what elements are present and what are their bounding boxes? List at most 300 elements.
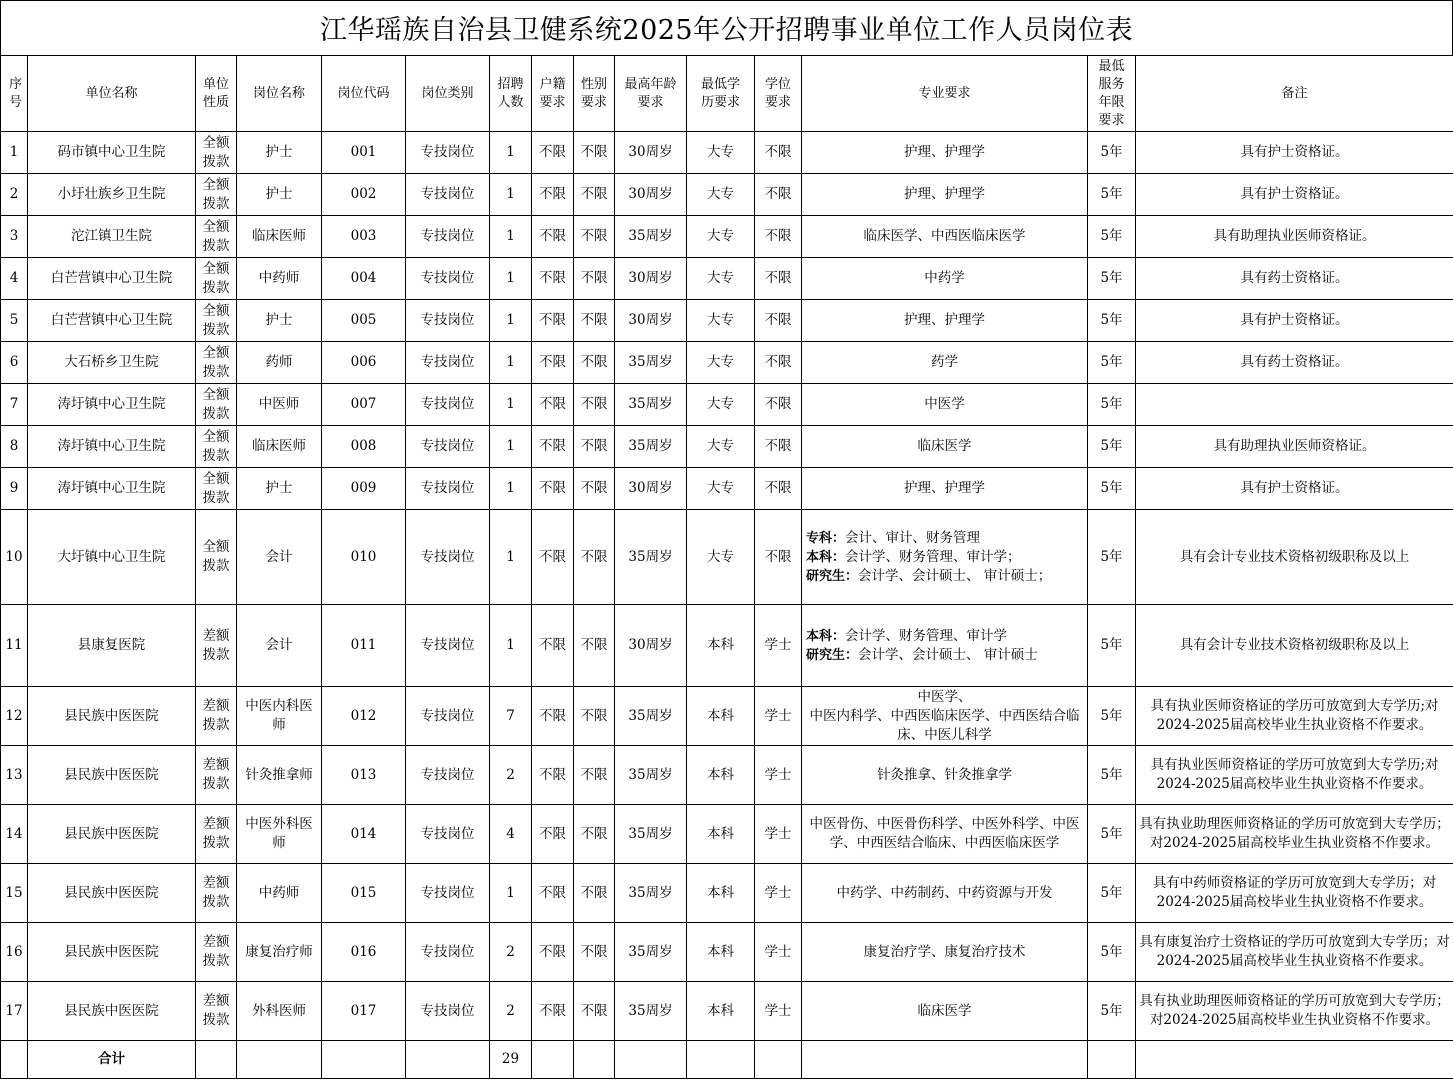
cell-gender: 不限 <box>574 746 615 805</box>
cell-gender: 不限 <box>574 923 615 982</box>
major-value: 会计学、财务管理、审计学 <box>845 627 1008 644</box>
cell-seq: 2 <box>1 174 28 216</box>
cell-education: 本科 <box>687 746 755 805</box>
cell-category: 专技岗位 <box>406 384 490 426</box>
cell-degree: 学士 <box>755 982 802 1041</box>
cell-count: 1 <box>490 132 532 174</box>
cell-unit: 县民族中医医院 <box>28 805 196 864</box>
cell-hukou: 不限 <box>532 342 574 384</box>
cell-gender: 不限 <box>574 864 615 923</box>
cell-category: 专技岗位 <box>406 300 490 342</box>
table-row <box>1 132 1453 174</box>
cell-major: 药学 <box>802 342 1088 384</box>
cell-hukou: 不限 <box>532 864 574 923</box>
cell-unit: 大石桥乡卫生院 <box>28 342 196 384</box>
cell-post-code: 002 <box>322 174 406 216</box>
cell-post-code: 011 <box>322 605 406 687</box>
cell-age: 35周岁 <box>615 864 687 923</box>
cell-nature: 全额拨款 <box>196 384 237 426</box>
cell-major: 针灸推拿、针灸推拿学 <box>802 746 1088 805</box>
cell-post-name: 护士 <box>237 132 322 174</box>
cell-nature: 全额拨款 <box>196 342 237 384</box>
cell-unit: 沱江镇卫生院 <box>28 216 196 258</box>
cell-seq: 16 <box>1 923 28 982</box>
cell-gender: 不限 <box>574 510 615 605</box>
total-label: 合计 <box>28 1041 196 1079</box>
cell-category: 专技岗位 <box>406 258 490 300</box>
cell-age: 35周岁 <box>615 746 687 805</box>
cell-gender: 不限 <box>574 605 615 687</box>
cell-unit: 涛圩镇中心卫生院 <box>28 468 196 510</box>
cell-post-name: 中医师 <box>237 384 322 426</box>
header-nature: 单位性质 <box>196 56 237 132</box>
cell-degree: 不限 <box>755 258 802 300</box>
cell-post-name: 会计 <box>237 605 322 687</box>
cell-post-code: 004 <box>322 258 406 300</box>
cell-education: 本科 <box>687 805 755 864</box>
total-row <box>1 1041 1453 1079</box>
total-spacer <box>196 1041 237 1079</box>
cell-unit: 县民族中医医院 <box>28 982 196 1041</box>
cell-count: 2 <box>490 923 532 982</box>
cell-education: 大专 <box>687 132 755 174</box>
table-row <box>1 746 1453 805</box>
cell-nature: 全额拨款 <box>196 258 237 300</box>
cell-post-code: 013 <box>322 746 406 805</box>
cell-seq: 5 <box>1 300 28 342</box>
cell-remark: 具有药士资格证。 <box>1136 258 1453 300</box>
cell-count: 2 <box>490 746 532 805</box>
cell-unit: 大圩镇中心卫生院 <box>28 510 196 605</box>
total-spacer <box>1088 1041 1136 1079</box>
total-spacer <box>1 1041 28 1079</box>
major-label: 专科： <box>806 530 846 546</box>
header-post-name: 岗位名称 <box>237 56 322 132</box>
header-post-code: 岗位代码 <box>322 56 406 132</box>
cell-degree: 不限 <box>755 426 802 468</box>
table-row <box>1 300 1453 342</box>
cell-post-code: 008 <box>322 426 406 468</box>
cell-post-name: 临床医师 <box>237 216 322 258</box>
cell-degree: 不限 <box>755 342 802 384</box>
cell-post-code: 010 <box>322 510 406 605</box>
table-row <box>1 174 1453 216</box>
cell-gender: 不限 <box>574 687 615 746</box>
cell-count: 7 <box>490 687 532 746</box>
table-row <box>1 384 1453 426</box>
cell-remark: 具有执业助理医师资格证的学历可放宽到大专学历；对2024-2025届高校毕业生执业资格不作要求。 <box>1136 982 1453 1041</box>
cell-remark: 具有会计专业技术资格初级职称及以上 <box>1136 510 1453 605</box>
recruitment-table <box>0 55 1453 1079</box>
cell-count: 1 <box>490 216 532 258</box>
cell-major: 护理、护理学 <box>802 132 1088 174</box>
cell-post-name: 会计 <box>237 510 322 605</box>
cell-hukou: 不限 <box>532 605 574 687</box>
cell-degree: 学士 <box>755 864 802 923</box>
cell-service: 5年 <box>1088 216 1136 258</box>
total-spacer <box>237 1041 322 1079</box>
table-row <box>1 864 1453 923</box>
cell-remark: 具有执业医师资格证的学历可放宽到大专学历;对2024-2025届高校毕业生执业资格不作要求。 <box>1136 687 1453 746</box>
cell-nature: 全额拨款 <box>196 468 237 510</box>
cell-remark: 具有护士资格证。 <box>1136 132 1453 174</box>
cell-hukou: 不限 <box>532 300 574 342</box>
cell-age: 35周岁 <box>615 805 687 864</box>
major-label: 本科： <box>806 549 846 565</box>
cell-category: 专技岗位 <box>406 923 490 982</box>
cell-education: 大专 <box>687 258 755 300</box>
cell-post-code: 016 <box>322 923 406 982</box>
table-row <box>1 216 1453 258</box>
cell-age: 35周岁 <box>615 426 687 468</box>
header-age: 最高年龄要求 <box>615 56 687 132</box>
cell-category: 专技岗位 <box>406 864 490 923</box>
header-service: 最低服务年限要求 <box>1088 56 1136 132</box>
table-row <box>1 982 1453 1041</box>
cell-gender: 不限 <box>574 805 615 864</box>
cell-age: 35周岁 <box>615 510 687 605</box>
cell-category: 专技岗位 <box>406 174 490 216</box>
cell-education: 本科 <box>687 864 755 923</box>
cell-service: 5年 <box>1088 342 1136 384</box>
cell-service: 5年 <box>1088 384 1136 426</box>
cell-category: 专技岗位 <box>406 982 490 1041</box>
table-row <box>1 805 1453 864</box>
cell-education: 大专 <box>687 342 755 384</box>
cell-post-code: 003 <box>322 216 406 258</box>
table-row <box>1 342 1453 384</box>
cell-remark <box>1136 384 1453 426</box>
cell-nature: 差额拨款 <box>196 687 237 746</box>
cell-unit: 县康复医院 <box>28 605 196 687</box>
cell-seq: 12 <box>1 687 28 746</box>
cell-seq: 1 <box>1 132 28 174</box>
cell-category: 专技岗位 <box>406 805 490 864</box>
table-body-special <box>1 510 1453 687</box>
cell-count: 4 <box>490 805 532 864</box>
cell-nature: 差额拨款 <box>196 746 237 805</box>
cell-nature: 全额拨款 <box>196 426 237 468</box>
cell-category: 专技岗位 <box>406 510 490 605</box>
total-spacer <box>687 1041 755 1079</box>
cell-post-code: 009 <box>322 468 406 510</box>
cell-count: 1 <box>490 174 532 216</box>
cell-degree: 不限 <box>755 174 802 216</box>
cell-hukou: 不限 <box>532 216 574 258</box>
cell-unit: 县民族中医医院 <box>28 864 196 923</box>
cell-service: 5年 <box>1088 258 1136 300</box>
cell-major: 护理、护理学 <box>802 174 1088 216</box>
cell-post-name: 外科医师 <box>237 982 322 1041</box>
cell-category: 专技岗位 <box>406 216 490 258</box>
cell-category: 专技岗位 <box>406 746 490 805</box>
cell-post-code: 007 <box>322 384 406 426</box>
cell-hukou: 不限 <box>532 510 574 605</box>
cell-post-name: 康复治疗师 <box>237 923 322 982</box>
cell-nature: 差额拨款 <box>196 982 237 1041</box>
total-spacer <box>802 1041 1088 1079</box>
cell-education: 大专 <box>687 300 755 342</box>
cell-seq: 9 <box>1 468 28 510</box>
header-seq: 序号 <box>1 56 28 132</box>
cell-degree: 不限 <box>755 216 802 258</box>
cell-seq: 11 <box>1 605 28 687</box>
cell-hukou: 不限 <box>532 746 574 805</box>
cell-major: 护理、护理学 <box>802 468 1088 510</box>
cell-age: 30周岁 <box>615 468 687 510</box>
cell-count: 1 <box>490 864 532 923</box>
header-education: 最低学历要求 <box>687 56 755 132</box>
table-row <box>1 923 1453 982</box>
cell-gender: 不限 <box>574 174 615 216</box>
cell-service: 5年 <box>1088 864 1136 923</box>
cell-hukou: 不限 <box>532 384 574 426</box>
cell-education: 大专 <box>687 216 755 258</box>
cell-degree: 学士 <box>755 687 802 746</box>
major-value: 会计、审计、财务管理 <box>845 529 981 546</box>
cell-age: 30周岁 <box>615 605 687 687</box>
cell-hukou: 不限 <box>532 923 574 982</box>
cell-count: 2 <box>490 982 532 1041</box>
cell-remark: 具有助理执业医师资格证。 <box>1136 426 1453 468</box>
cell-age: 35周岁 <box>615 687 687 746</box>
cell-gender: 不限 <box>574 258 615 300</box>
cell-remark: 具有中药师资格证的学历可放宽到大专学历；对2024-2025届高校毕业生执业资格不作要求。 <box>1136 864 1453 923</box>
cell-gender: 不限 <box>574 384 615 426</box>
cell-age: 35周岁 <box>615 923 687 982</box>
cell-degree: 不限 <box>755 384 802 426</box>
cell-remark: 具有护士资格证。 <box>1136 468 1453 510</box>
cell-education: 本科 <box>687 687 755 746</box>
cell-nature: 全额拨款 <box>196 174 237 216</box>
header-unit: 单位名称 <box>28 56 196 132</box>
cell-unit: 小圩壮族乡卫生院 <box>28 174 196 216</box>
cell-seq: 4 <box>1 258 28 300</box>
cell-nature: 差额拨款 <box>196 805 237 864</box>
cell-education: 本科 <box>687 605 755 687</box>
cell-post-name: 护士 <box>237 174 322 216</box>
cell-hukou: 不限 <box>532 174 574 216</box>
cell-category: 专技岗位 <box>406 426 490 468</box>
cell-post-name: 护士 <box>237 468 322 510</box>
cell-post-code: 001 <box>322 132 406 174</box>
cell-post-name: 中医内科医师 <box>237 687 322 746</box>
cell-service: 5年 <box>1088 174 1136 216</box>
cell-gender: 不限 <box>574 426 615 468</box>
cell-age: 30周岁 <box>615 174 687 216</box>
cell-remark: 具有助理执业医师资格证。 <box>1136 216 1453 258</box>
cell-gender: 不限 <box>574 300 615 342</box>
cell-age: 35周岁 <box>615 342 687 384</box>
cell-remark: 具有药士资格证。 <box>1136 342 1453 384</box>
cell-post-code: 015 <box>322 864 406 923</box>
major-label: 研究生： <box>806 568 859 584</box>
cell-nature: 全额拨款 <box>196 300 237 342</box>
cell-hukou: 不限 <box>532 468 574 510</box>
cell-hukou: 不限 <box>532 426 574 468</box>
cell-remark: 具有执业医师资格证的学历可放宽到大专学历;对2024-2025届高校毕业生执业资格不作要求。 <box>1136 746 1453 805</box>
cell-degree: 学士 <box>755 605 802 687</box>
cell-unit: 白芒营镇中心卫生院 <box>28 300 196 342</box>
cell-hukou: 不限 <box>532 132 574 174</box>
major-label: 本科： <box>806 628 846 644</box>
cell-count: 1 <box>490 605 532 687</box>
cell-nature: 差额拨款 <box>196 923 237 982</box>
cell-post-code: 005 <box>322 300 406 342</box>
cell-age: 35周岁 <box>615 384 687 426</box>
cell-seq: 15 <box>1 864 28 923</box>
table-row <box>1 510 1453 605</box>
cell-nature: 全额拨款 <box>196 132 237 174</box>
cell-age: 35周岁 <box>615 982 687 1041</box>
cell-service: 5年 <box>1088 605 1136 687</box>
table-body-2 <box>1 687 1453 1041</box>
cell-service: 5年 <box>1088 426 1136 468</box>
cell-nature: 全额拨款 <box>196 216 237 258</box>
cell-degree: 学士 <box>755 805 802 864</box>
cell-post-name: 中医外科医师 <box>237 805 322 864</box>
cell-degree: 不限 <box>755 468 802 510</box>
cell-remark: 具有护士资格证。 <box>1136 174 1453 216</box>
cell-major: 临床医学 <box>802 426 1088 468</box>
cell-category: 专技岗位 <box>406 342 490 384</box>
cell-education: 本科 <box>687 923 755 982</box>
cell-major: 临床医学 <box>802 982 1088 1041</box>
cell-nature: 差额拨款 <box>196 605 237 687</box>
total-spacer <box>574 1041 615 1079</box>
cell-age: 30周岁 <box>615 258 687 300</box>
cell-unit: 涛圩镇中心卫生院 <box>28 426 196 468</box>
header-gender: 性别要求 <box>574 56 615 132</box>
cell-post-name: 针灸推拿师 <box>237 746 322 805</box>
cell-post-code: 014 <box>322 805 406 864</box>
header-category: 岗位类别 <box>406 56 490 132</box>
cell-count: 1 <box>490 510 532 605</box>
table-footer <box>1 1041 1453 1079</box>
cell-seq: 8 <box>1 426 28 468</box>
cell-degree: 学士 <box>755 746 802 805</box>
major-value: 会计学、会计硕士、 审计硕士 <box>858 646 1038 663</box>
total-count: 29 <box>490 1041 532 1079</box>
cell-remark: 具有执业助理医师资格证的学历可放宽到大专学历；对2024-2025届高校毕业生执业资格不作要求。 <box>1136 805 1453 864</box>
table-row <box>1 605 1453 687</box>
total-spacer <box>1136 1041 1453 1079</box>
header-hukou: 户籍要求 <box>532 56 574 132</box>
major-value: 会计学、财务管理、审计学； <box>845 548 1021 565</box>
table-row <box>1 468 1453 510</box>
table-row <box>1 258 1453 300</box>
cell-seq: 6 <box>1 342 28 384</box>
cell-post-code: 017 <box>322 982 406 1041</box>
cell-remark: 具有康复治疗士资格证的学历可放宽到大专学历；对2024-2025届高校毕业生执业资格不作要求。 <box>1136 923 1453 982</box>
total-spacer <box>322 1041 406 1079</box>
cell-unit: 涛圩镇中心卫生院 <box>28 384 196 426</box>
cell-major <box>802 510 1088 605</box>
cell-gender: 不限 <box>574 132 615 174</box>
cell-education: 大专 <box>687 384 755 426</box>
cell-hukou: 不限 <box>532 258 574 300</box>
cell-hukou: 不限 <box>532 805 574 864</box>
major-label: 研究生： <box>806 647 859 663</box>
cell-age: 35周岁 <box>615 216 687 258</box>
cell-education: 大专 <box>687 426 755 468</box>
cell-service: 5年 <box>1088 687 1136 746</box>
cell-unit: 县民族中医医院 <box>28 687 196 746</box>
cell-seq: 14 <box>1 805 28 864</box>
page-title: 江华瑶族自治县卫健系统2025年公开招聘事业单位工作人员岗位表 <box>0 0 1453 56</box>
cell-degree: 学士 <box>755 923 802 982</box>
cell-seq: 17 <box>1 982 28 1041</box>
header-major: 专业要求 <box>802 56 1088 132</box>
table-header-row <box>1 56 1453 132</box>
cell-major: 护理、护理学 <box>802 300 1088 342</box>
cell-service: 5年 <box>1088 510 1136 605</box>
cell-unit: 白芒营镇中心卫生院 <box>28 258 196 300</box>
total-spacer <box>532 1041 574 1079</box>
cell-gender: 不限 <box>574 982 615 1041</box>
cell-unit: 码市镇中心卫生院 <box>28 132 196 174</box>
cell-major: 临床医学、中西医临床医学 <box>802 216 1088 258</box>
cell-age: 30周岁 <box>615 132 687 174</box>
cell-major: 康复治疗学、康复治疗技术 <box>802 923 1088 982</box>
cell-education: 大专 <box>687 468 755 510</box>
header-degree: 学位要求 <box>755 56 802 132</box>
cell-education: 本科 <box>687 982 755 1041</box>
cell-post-name: 护士 <box>237 300 322 342</box>
cell-post-code: 012 <box>322 687 406 746</box>
cell-service: 5年 <box>1088 468 1136 510</box>
cell-count: 1 <box>490 342 532 384</box>
cell-post-name: 中药师 <box>237 864 322 923</box>
cell-service: 5年 <box>1088 300 1136 342</box>
cell-service: 5年 <box>1088 982 1136 1041</box>
cell-major: 中医学、 中医内科学、中西医临床医学、中西医结合临床、中医儿科学 <box>802 687 1088 746</box>
cell-seq: 13 <box>1 746 28 805</box>
major-value: 会计学、会计硕士、 审计硕士； <box>858 567 1052 584</box>
table-body <box>1 132 1453 510</box>
cell-major: 中医骨伤、中医骨伤科学、中医外科学、中医学、中西医结合临床、中西医临床医学 <box>802 805 1088 864</box>
cell-degree: 不限 <box>755 132 802 174</box>
cell-post-name: 中药师 <box>237 258 322 300</box>
total-spacer <box>755 1041 802 1079</box>
cell-post-name: 临床医师 <box>237 426 322 468</box>
header-count: 招聘人数 <box>490 56 532 132</box>
cell-nature: 差额拨款 <box>196 864 237 923</box>
cell-gender: 不限 <box>574 216 615 258</box>
cell-major: 中药学 <box>802 258 1088 300</box>
cell-category: 专技岗位 <box>406 468 490 510</box>
cell-category: 专技岗位 <box>406 687 490 746</box>
total-spacer <box>615 1041 687 1079</box>
cell-remark: 具有会计专业技术资格初级职称及以上 <box>1136 605 1453 687</box>
cell-degree: 不限 <box>755 510 802 605</box>
total-spacer <box>406 1041 490 1079</box>
table-row <box>1 426 1453 468</box>
cell-service: 5年 <box>1088 923 1136 982</box>
cell-count: 1 <box>490 300 532 342</box>
cell-degree: 不限 <box>755 300 802 342</box>
cell-gender: 不限 <box>574 468 615 510</box>
cell-age: 30周岁 <box>615 300 687 342</box>
cell-service: 5年 <box>1088 805 1136 864</box>
cell-education: 大专 <box>687 174 755 216</box>
cell-service: 5年 <box>1088 746 1136 805</box>
cell-seq: 3 <box>1 216 28 258</box>
cell-unit: 县民族中医医院 <box>28 923 196 982</box>
cell-nature: 全额拨款 <box>196 510 237 605</box>
cell-hukou: 不限 <box>532 687 574 746</box>
cell-unit: 县民族中医医院 <box>28 746 196 805</box>
